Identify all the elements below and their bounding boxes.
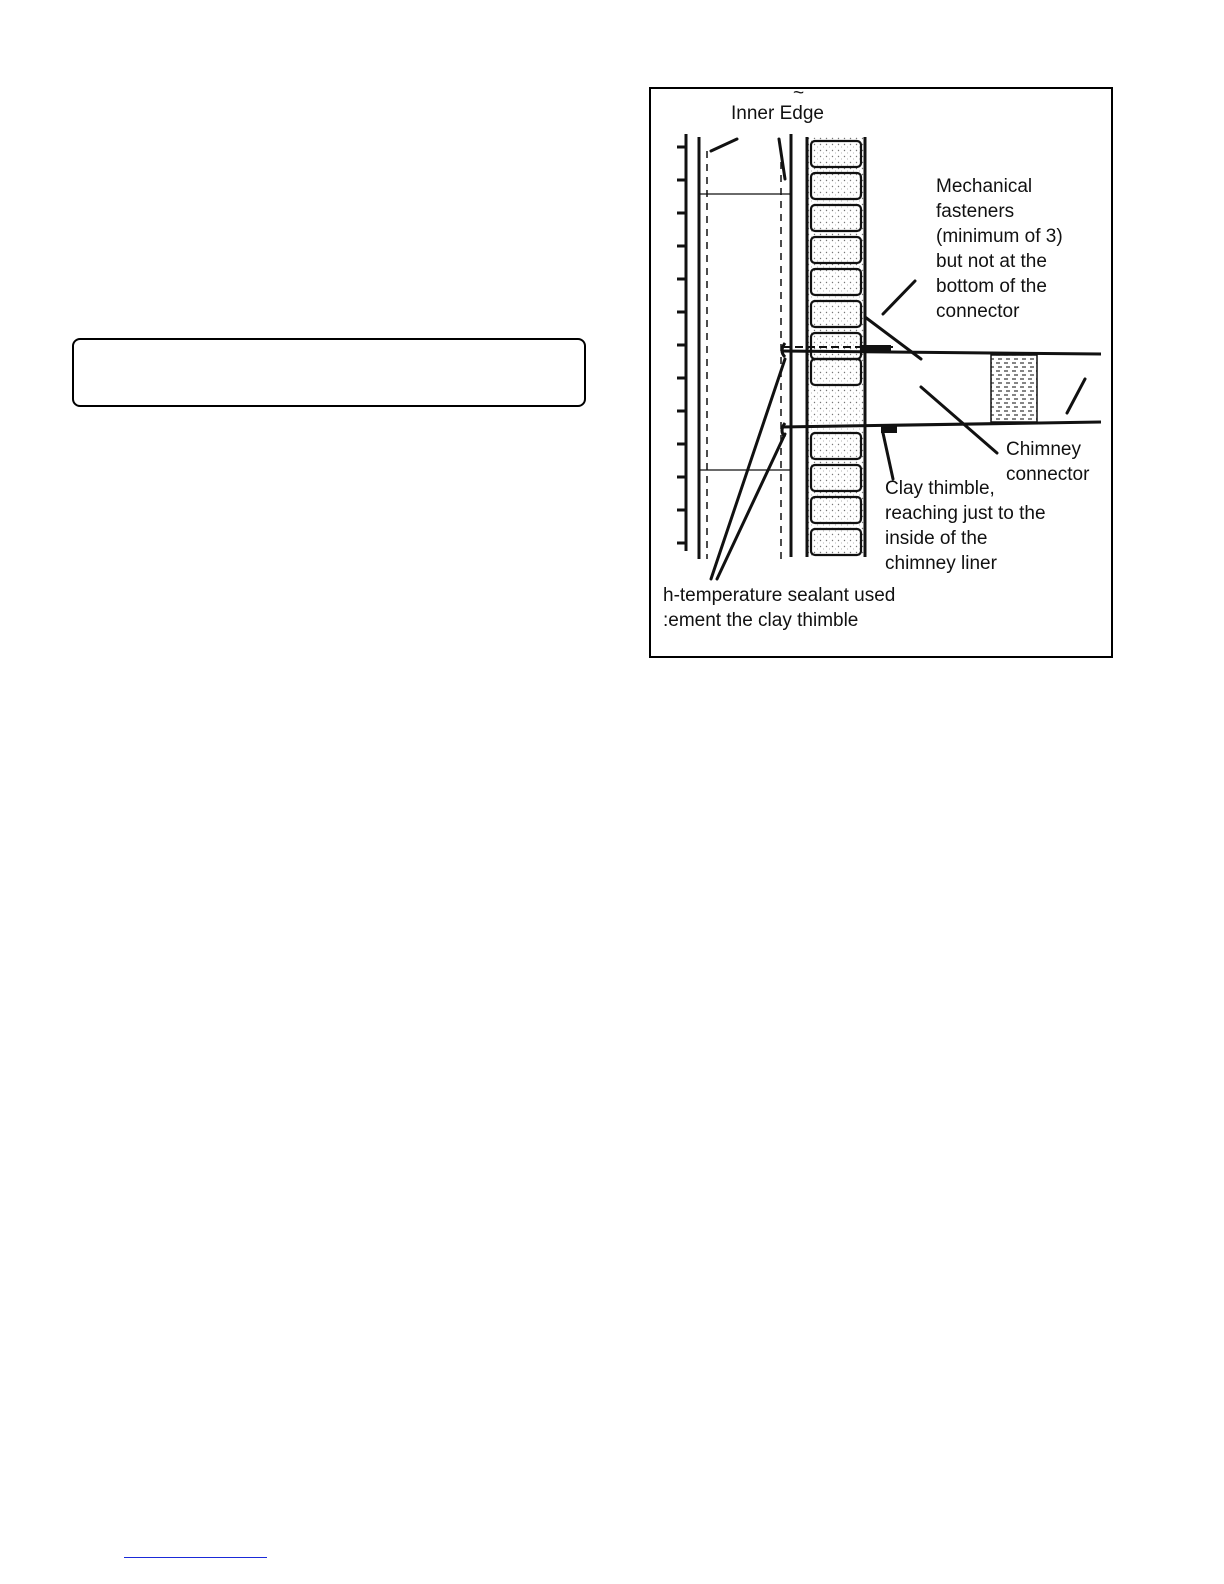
chimney-connector-diagram [649, 87, 1113, 658]
label-clay-thimble [885, 478, 1046, 574]
label-fasteners-line-3: (minimum of 3) [936, 226, 1063, 247]
wall-siding [677, 134, 686, 551]
label-fasteners-line-6: connector [936, 301, 1020, 322]
label-clay-thimble-line-1: Clay thimble, [885, 478, 995, 499]
label-fasteners-line-5: bottom of the [936, 276, 1047, 297]
label-fasteners-line-2: fasteners [936, 201, 1015, 222]
label-clay-thimble-line-2: reaching just to the [885, 503, 1046, 524]
footer-link-underline [124, 1557, 267, 1558]
label-sealant [663, 585, 895, 631]
label-chimney-connector [1006, 439, 1090, 485]
label-fasteners-line-4: but not at the [936, 251, 1047, 272]
label-sealant-line-1: h-temperature sealant used [663, 585, 896, 606]
label-sealant-line-2: :ement the clay thimble [663, 610, 859, 631]
wall-framing [699, 134, 791, 559]
cut-off-text: ~ [793, 89, 805, 104]
label-chimney-connector-line-1: Chimney [1006, 439, 1081, 460]
label-fasteners [936, 176, 1063, 322]
label-fasteners-line-1: Mechanical [936, 176, 1033, 197]
label-inner-edge: Inner Edge [731, 103, 824, 124]
label-chimney-connector-line-2: connector [1006, 464, 1090, 485]
note-box [72, 338, 586, 407]
label-clay-thimble-line-3: inside of the [885, 528, 988, 549]
label-clay-thimble-line-4: chimney liner [885, 553, 997, 574]
diagram-svg [651, 89, 1111, 656]
